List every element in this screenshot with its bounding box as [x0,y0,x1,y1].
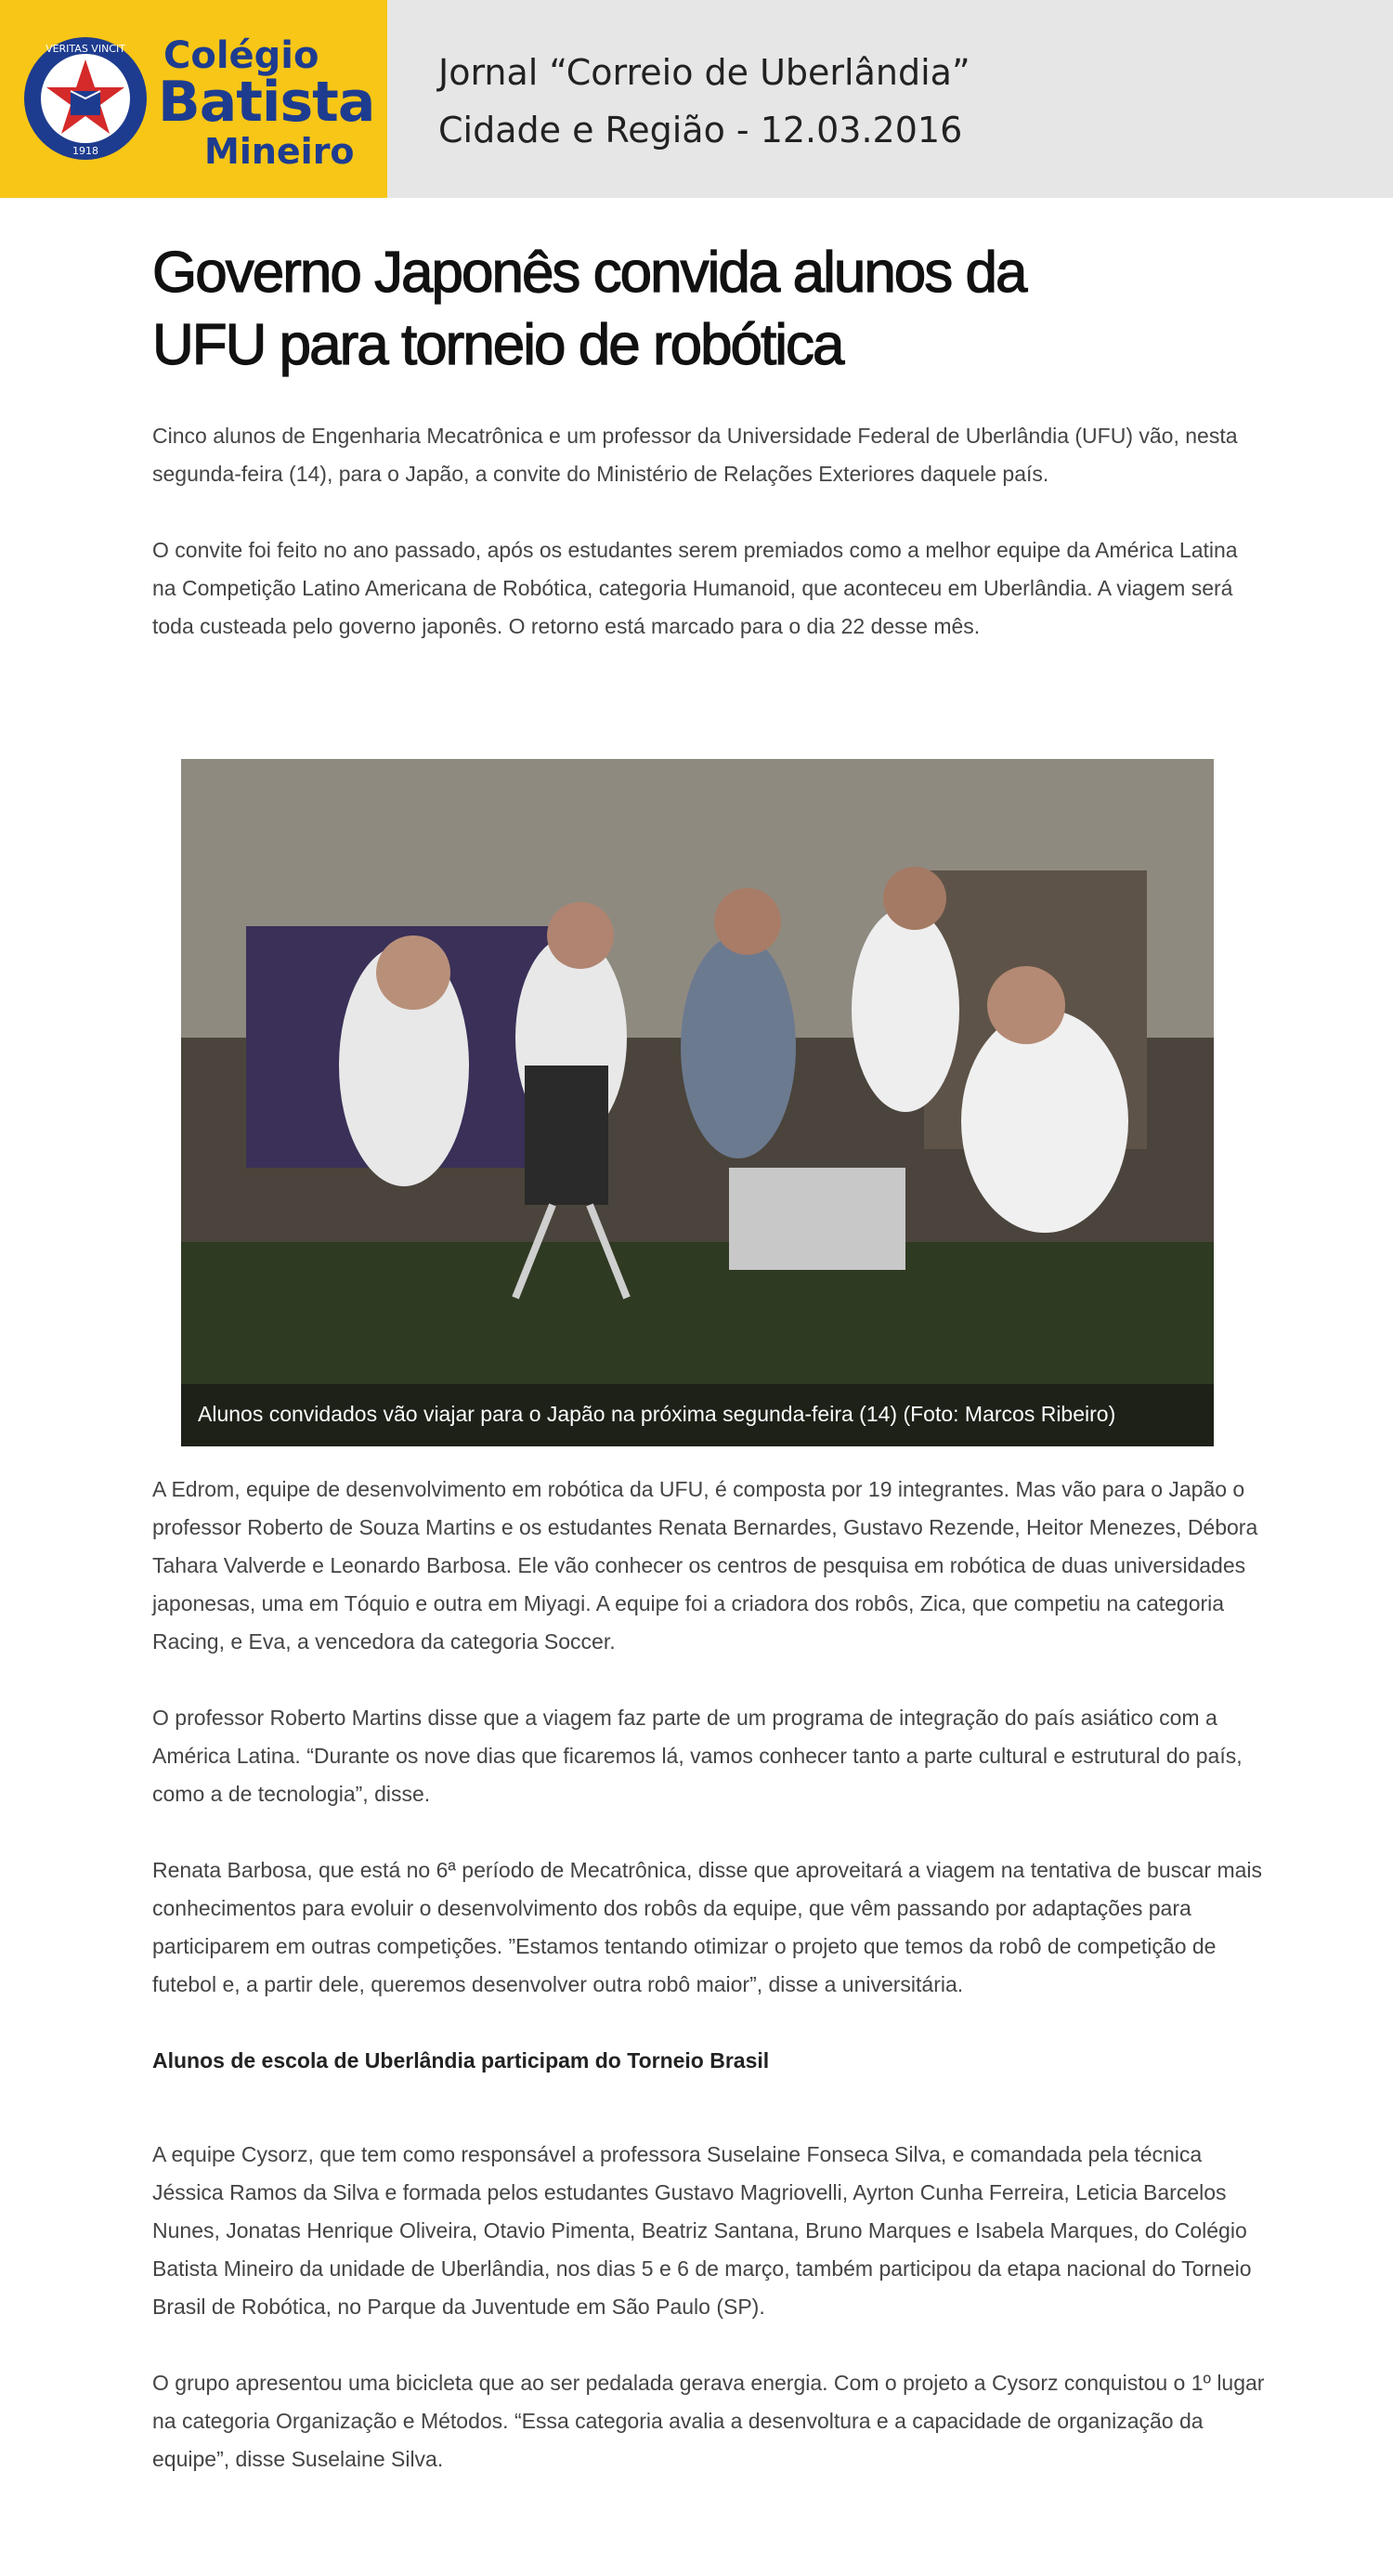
photo-caption: Alunos convidados vão viajar para o Japão na próxima segunda-feira (14) (Foto: Marcos Ribeiro) [181,1384,1214,1446]
headline-line-2: UFU para torneio de robótica [152,313,843,377]
paragraph-2: O convite foi feito no ano passado, após os estudantes serem premiados como a melhor equipe da América Latina na Competição Latino Americana de Robótica, categoria Humanoid, que aconteceu em Uberlândia. A viagem será toda custeada pelo governo japonês. O retorno está marcado para o dia 22 desse mês. [152,538,1238,638]
article-photo [181,759,1214,1446]
headline-line-1: Governo Japonês convida alunos da [152,241,1026,305]
section-date: Cidade e Região - 12.03.2016 [438,110,963,150]
school-logo [0,0,387,198]
article-body-continued [152,1471,1267,2478]
source-info [438,48,970,154]
article-headline [152,237,1267,382]
seal-motto: VERITAS VINCIT [46,43,125,55]
brand-line-3: Mineiro [204,131,355,172]
brand-line-1: Colégio [163,34,319,77]
paragraph-3: A Edrom, equipe de desenvolvimento em robótica da UFU, é composta por 19 integrantes. Mas vão para o Japão o professor Roberto de Souza Martins e os estudantes Renata Bernardes, Gustavo Rezende, Heitor Menezes, Débora Tahara Valverde e Leonardo Barbosa. Ele vão conhecer os centros de pesquisa em robótica de duas universidades japonesas, uma em Tóquio e outra em Miyagi. A equipe foi a criadora dos robôs, Zica, que competiu na categoria Racing, e Eva, a vencedora da categoria Soccer. [152,1477,1258,1654]
paragraph-7: O grupo apresentou uma bicicleta que ao ser pedalada gerava energia. Com o projeto a Cysorz conquistou o 1º lugar na categoria Organização e Métodos. “Essa categoria avalia a desenvoltura e a capacidade de organização da equipe”, disse Suselaine Silva. [152,2371,1265,2471]
paragraph-5: Renata Barbosa, que está no 6ª período de Mecatrônica, disse que aproveitará a viagem na tentativa de buscar mais conhecimentos para evoluir o desenvolvimento dos robôs da equipe, que vêm passando por adaptações para participarem em outras competições. ”Estamos tentando otimizar o projeto que temos da robô de competição de futebol e, a partir dele, queremos desenvolver outra robô maior”, disse a universitária. [152,1858,1263,1996]
section-subhead: Alunos de escola de Uberlândia participam do Torneio Brasil [152,2048,770,2073]
paragraph-6: A equipe Cysorz, que tem como responsável a professora Suselaine Fonseca Silva, e comandada pela técnica Jéssica Ramos da Silva e formada pelos estudantes Gustavo Magriovelli, Ayrton Cunha Ferreira, Leticia Barcelos Nunes, Jonatas Henrique Oliveira, Otavio Pimenta, Beatriz Santana, Bruno Marques e Isabela Marques, do Colégio Batista Mineiro da unidade de Uberlândia, nos dias 5 e 6 de março, também participou da etapa nacional do Torneio Brasil de Robótica, no Parque da Juventude em São Paulo (SP). [152,2142,1252,2319]
journal-name: Jornal “Correio de Uberlândia” [438,52,970,93]
school-name [158,34,375,172]
school-seal-icon [22,35,149,162]
article-body [152,237,1267,646]
photo-robotics-team [181,759,1214,1446]
paragraph-4: O professor Roberto Martins disse que a viagem faz parte de um programa de integração do país asiático com a América Latina. “Durante os nove dias que ficaremos lá, vamos conhecer tanto a parte cultural e estrutural do país, como a de tecnologia”, disse. [152,1706,1243,1806]
seal-year: 1918 [72,145,98,157]
brand-line-2: Batista [158,70,375,135]
paragraph-1: Cinco alunos de Engenharia Mecatrônica e um professor da Universidade Federal de Uberlândia (UFU) vão, nesta segunda-feira (14), para o Japão, a convite do Ministério de Relações Exteriores daquele país. [152,424,1238,486]
clipping-header [0,0,1393,198]
